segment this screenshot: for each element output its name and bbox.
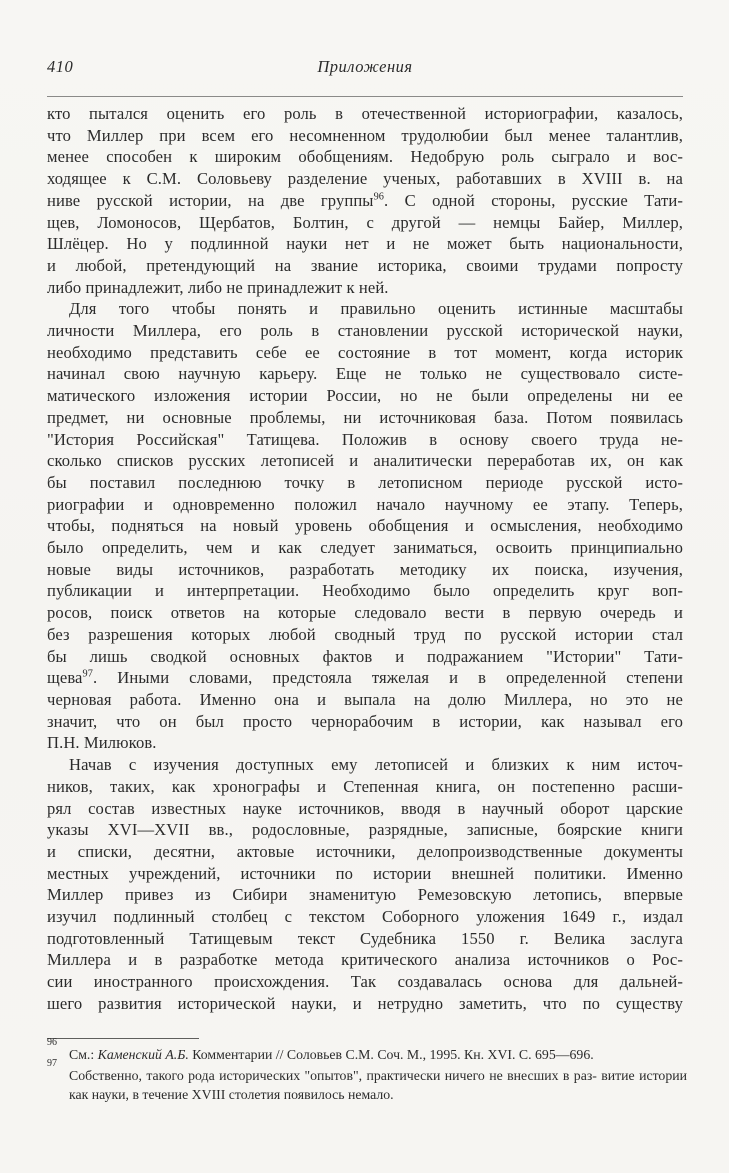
text-line: и списки, десятни, актовые источники, делопроизводственные документы — [47, 841, 683, 861]
text-line: чтобы, подняться на новый уровень обобщения и осмысления, необходимо — [47, 516, 683, 536]
text-line: Для того чтобы понять и правильно оценить истинные масштабы — [69, 299, 683, 319]
text-line: личности Миллера, его роль в становлении русской исторической науки, — [47, 321, 683, 341]
text-line: и любой, претендующий на звание историка, своими трудами попросту — [47, 255, 683, 275]
page-content — [47, 0, 687, 1102]
text-line: Шлёцер. Но у подлинной науки нет и не может быть национальности, — [47, 234, 683, 254]
text-line: указы XVI—XVII вв., родословные, разрядные, записные, боярские книги — [47, 820, 683, 840]
text-line: черновая работа. Именно она и выпала на долю Миллера, но это не — [47, 689, 683, 709]
text-line: ходящее к С.М. Соловьеву разделение ученых, работавших в XVIII в. на — [47, 169, 683, 189]
paragraph — [47, 298, 683, 754]
text-line: матического изложения истории России, но не были определены ни ее — [47, 386, 683, 406]
footnote: 97 Собственно, такого рода исторических "опытов", практически ничего не внесших в раз- витие истории как науки, в течение XVIII столетия появилось немало. — [47, 1057, 687, 1102]
text-line: что Миллер при всем его несомненном трудолюбии был менее талантлив, — [47, 125, 683, 145]
body-text — [47, 103, 683, 1015]
page-number: 410 — [47, 57, 74, 76]
running-header — [47, 0, 683, 97]
text-line: сии иностранного происхождения. Так создавалась основа для дальней- — [47, 972, 683, 992]
text-line: щева$^{97}$. Иными словами, предстояла тяжелая и в определенной степени — [47, 668, 683, 688]
footnote: 96 См.: Каменский А.Б. Комментарии // Соловьев С.М. Соч. М., 1995. Кн. XVI. С. 695—696. — [47, 1037, 594, 1062]
text-line: щев, Ломоносов, Щербатов, Болтин, с другой — немцы Байер, Миллер, — [47, 212, 683, 232]
text-line: бы поставил последнюю точку в летописном периоде русской исто- — [47, 472, 683, 492]
text-line: сколько списков русских летописей и аналитически переработав их, он как — [47, 451, 683, 471]
text-line: Миллер привез из Сибири знаменитую Ремезовскую летопись, впервые — [47, 885, 683, 905]
text-line: начинал свою научную карьеру. Еще не только не существовало систе- — [47, 364, 683, 384]
footnotes — [47, 1037, 687, 1106]
text-line: новые виды источников, разработать методику их поиска, изучения, — [47, 559, 683, 579]
footnote-text: См.: Каменский А.Б. Комментарии // Соловьев С.М. Соч. М., 1995. Кн. XVI. С. 695—696. — [69, 1047, 594, 1062]
text-line: риографии и одновременно положил начало научному ее этапу. Теперь, — [47, 494, 683, 514]
text-line: подготовленный Татищевым текст Судебника 1550 г. Велика заслуга — [47, 928, 683, 948]
text-line: без разрешения которых любой сводный труд по русской истории стал — [47, 624, 683, 644]
text-line: ников, таких, как хронографы и Степенная книга, он постепенно расши- — [47, 776, 683, 796]
header-rule — [47, 96, 683, 97]
paragraph — [47, 103, 683, 298]
text-line: изучил подлинный столбец с текстом Соборного уложения 1649 г., издал — [47, 907, 683, 927]
text-line: местных учреждений, источники по истории внешней политики. Именно — [47, 863, 683, 883]
text-line: публикации и интерпретации. Необходимо было определить круг воп- — [47, 581, 683, 601]
text-line: значит, что он был просто чернорабочим в истории, как называл его — [47, 711, 683, 731]
text-line: было определить, чем и как следует заниматься, освоить принципиально — [47, 538, 683, 558]
text-line: рял состав известных науке источников, вводя в научный оборот царские — [47, 798, 683, 818]
text-line: росов, поиск ответов на которые следовало вести в первую очередь и — [47, 603, 683, 623]
footnote-separator — [47, 1038, 199, 1039]
text-line: Миллера и в разработке метода критического анализа источников о Рос- — [47, 950, 683, 970]
text-line: кто пытался оценить его роль в отечественной историографии, казалось, — [47, 104, 683, 123]
footnote-text: Собственно, такого рода исторических "опытов", практически ничего не внесших в раз- витие истории как науки, в течение XVIII столетия появилось немало. — [69, 1067, 687, 1102]
text-line: либо принадлежит, либо не принадлежит к ней. — [47, 277, 389, 297]
paragraph — [47, 754, 683, 1014]
running-head-title: Приложения — [317, 57, 413, 76]
text-line: П.Н. Милюков. — [47, 733, 157, 753]
text-line: "История Российская" Татищева. Положив в основу своего труда не- — [47, 429, 683, 449]
text-line: шего развития исторической науки, и нетрудно заметить, что по существу — [47, 993, 683, 1013]
text-line: ниве русской истории, на две группы$^{96}$. С одной стороны, русские Тати- — [47, 190, 683, 210]
text-line: предмет, ни основные проблемы, ни источниковая база. Потом появилась — [47, 407, 683, 427]
text-line: бы лишь сводкой основных фактов и подражанием "Истории" Тати- — [47, 646, 683, 666]
text-line: необходимо представить себе ее состояние в тот момент, когда историк — [47, 342, 683, 362]
text-line: Начав с изучения доступных ему летописей и близких к ним источ- — [69, 755, 683, 775]
text-line: менее способен к широким обобщениям. Недобрую роль сыграло и вос- — [47, 147, 683, 167]
